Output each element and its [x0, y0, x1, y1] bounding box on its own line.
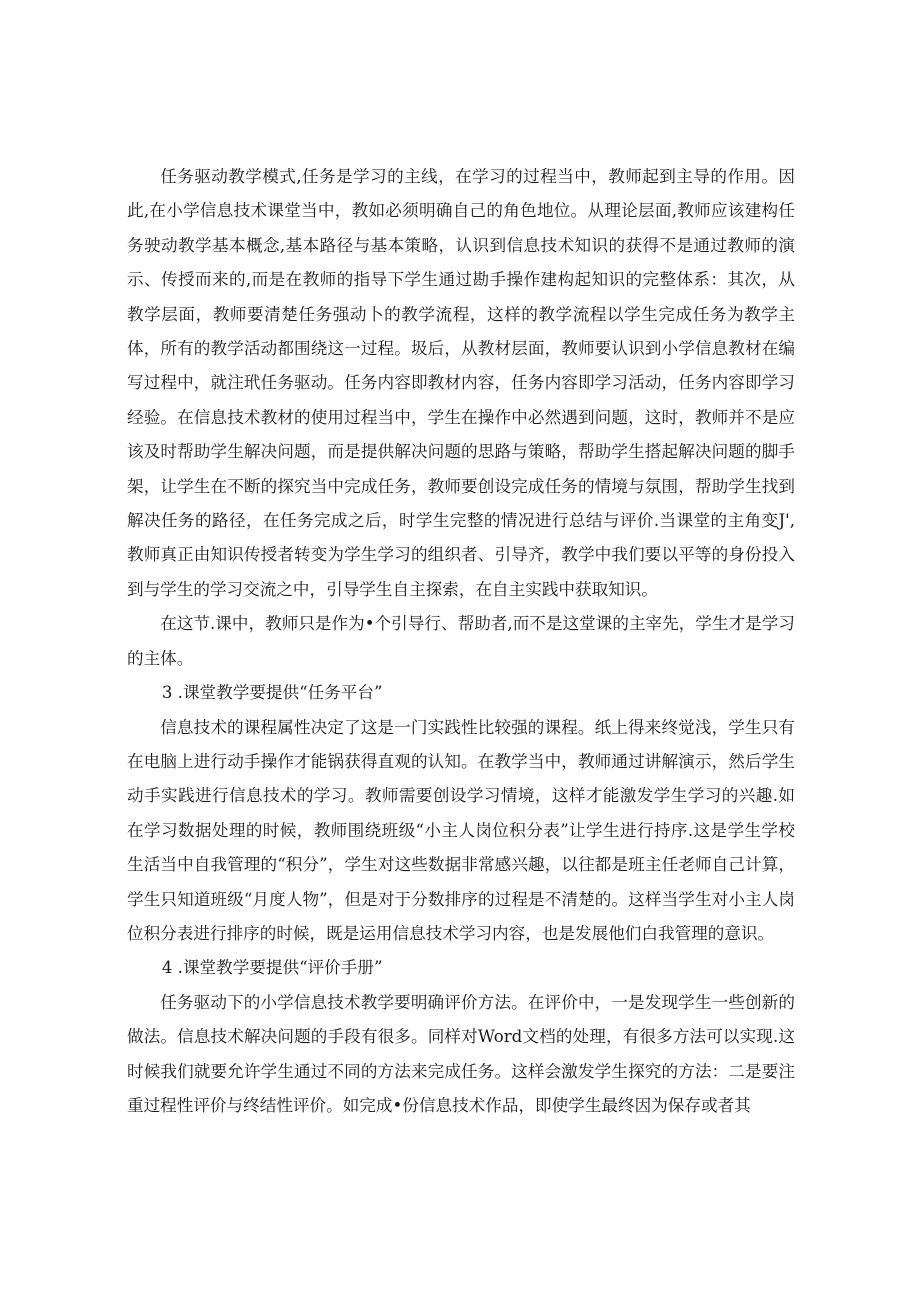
paragraph-task-platform: 信息技术的课程属性决定了这是一门实践性比较强的课程。纸上得来终觉浅，学生只有在电脑上进行动手操作才能锅获得直观的认知。在教学当中，教师通过讲解演示，然后学生动手实践进行信息技术的学习。教师需要创设学习情境，这样才能激发学生学习的兴趣.如在学习数据处理的时候，教师围绕班级“小主人岗位积分表”让学生进行持序.这是学生学校生活当中自我管理的“积分”，学生对这些数据非常感兴趣，以往都是班主任老师自己计算，学生只知道班级“月度人物”，但是对于分数排序的过程是不清楚的。这样当学生对小主人岗位积分表进行排序的时候，既是运用信息技术学习内容，也是发展他们白我管理的意识。: [127, 717, 795, 943]
paragraph-student-subject: 在这节.课中，教师只是作为•个引导行、帮助者,而不是这堂课的主宰先，学生才是学习的主体。: [127, 614, 795, 668]
section-heading-task-platform: 3 .课堂教学要提供“任务平台”: [161, 683, 383, 703]
section-heading-evaluation-manual: 4 .课堂教学要提供“评价手册”: [161, 958, 383, 978]
paragraph-role-of-teacher: 任务驱动教学模式,任务是学习的主线，在学习的过程当中，教师起到主导的作用。因此,在小学信息技术课堂当中，教如必须明确自己的角色地位。从理论层面,教师应该建构任务驶动教学基本概念,基本路径与基本策略，认识到信息技术知识的获得不是通过教师的演示、传授而来的,而是在教师的指导下学生通过勘手操作建构起知识的完整体系：其次，从教学层面，教师要清楚任务强动卜的教学流程，这样的教学流程以学生完成任务为教学主体，所有的教学活动都围绕这一过程。圾后，从教材层面，教师要认识到小学信息教材在编写过程中，就注玳任务驱动。任务内容即教材内容，任务内容即学习活动，任务内容即学习经验。在信息技术教材的使用过程当中，学生在操作中必然遇到问题，这时，教师并不是应该及时帮助学生解决问题，而是提供解决问题的思路与策略，帮助学生搭起解决问题的脚手架，让学生在不断的探究当中完成任务，教师要创设完成任务的情境与氛围，帮助学生找到解决任务的路径，在任务完成之后，时学生完整的情况进行总结与评价.当课堂的主角变J',教师真正由知识传授者转变为学生学习的组织者、引导齐，教学中我们要以平等的身份投入到与学生的学习交流之中，引导学生自主探索，在自主实践中获取知识。: [127, 167, 795, 599]
paragraph-evaluation-manual: 任务驱动下的小学信息技术教学要明确评价方法。在评价中，一是发现学生一些创新的做法。信息技术解决问题的手段有很多。同样对Word文档的处理，有很多方法可以实现.这时候我们就要允许学生通过不同的方法来完成任务。这样会激发学生探究的方法：二是要注重过程性评价与终结性评价。如完成•份信息技术作品，即使学生最终因为保存或者其: [127, 992, 795, 1115]
document-body: [127, 160, 795, 1123]
